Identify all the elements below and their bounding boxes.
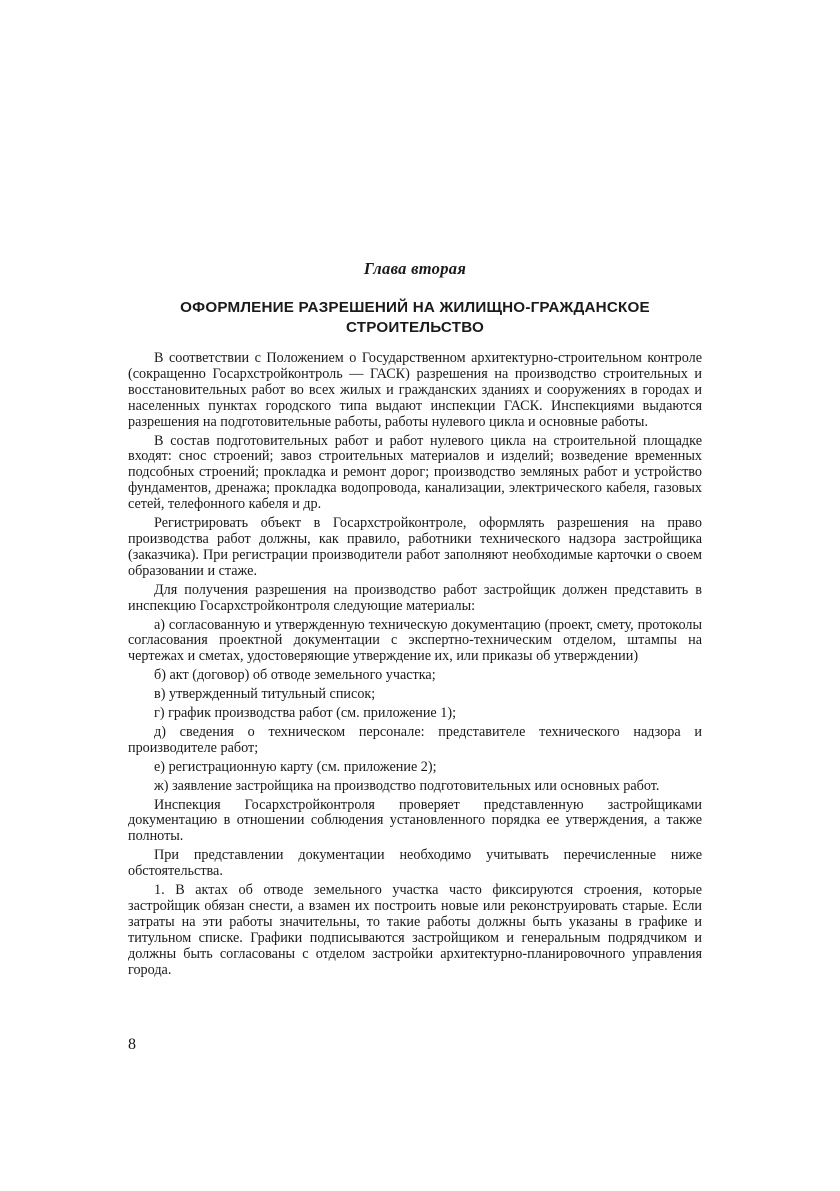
paragraph: В соответствии с Положением о Государственном архитектурно-строительном контроле (сокращенно Госархстройконтроль — ГАСК) разрешения на производство строительных и восстановительных работ во всех жилых и гражданских зданиях и сооружениях в городах и населенных пунктах городского типа выдают инспекции ГАСК. Инспекциями выдаются разрешения на подготовительные работы, работы нулевого цикла и основные работы. [128,350,702,430]
list-item: б) акт (договор) об отводе земельного участка; [154,667,436,684]
page-number: 8 [128,1036,136,1053]
body-text [128,351,702,982]
list-item: д) сведения о техническом персонале: представителе технического надзора и производителе работ; [128,723,702,756]
section-title-line-2: СТРОИТЕЛЬСТВО [346,319,484,336]
paragraph: 1. В актах об отводе земельного участка часто фиксируются строения, которые застройщик обязан снести, а взамен их построить новые или реконструировать старые. Если затраты на эти работы значительны, то такие работы должны быть указаны в графике и титульном списке. Графики подписываются застройщиком и генеральным подрядчиком и должны быть согласованы с отделом застройки архитектурно-планировочного управления города. [128,882,702,978]
paragraph: Для получения разрешения на производство работ застройщик должен представить в инспекцию Госархстройконтроля следующие материалы: [128,581,702,614]
paragraph: Регистрировать объект в Госархстройконтроле, оформлять разрешения на право производства работ должны, как правило, работники технического надзора застройщика (заказчика). При регистрации производители работ заполняют необходимые карточки о своем образовании и стаже. [128,515,702,579]
list-item: а) согласованную и утвержденную техническую документацию (проект, смету, протоколы согласования проектной документации с экспертно-техническим отделом, штампы на чертежах и сметах, удостоверяющие утверждение их, или приказы об утверждении) [128,616,702,665]
list-item: ж) заявление застройщика на производство подготовительных или основных работ. [154,777,660,794]
section-title-line-1: ОФОРМЛЕНИЕ РАЗРЕШЕНИЙ НА ЖИЛИЩНО-ГРАЖДАНСКОЕ [180,299,650,316]
list-item: в) утвержденный титульный список; [154,686,376,703]
section-title [128,298,702,338]
list-item: г) график производства работ (см. приложение 1); [154,705,457,722]
paragraph: Инспекция Госархстройконтроля проверяет представленную застройщиками документацию в отношении соблюдения установленного порядка ее утверждения, а также полноты. [128,796,702,845]
list-item: е) регистрационную карту (см. приложение 2); [154,758,437,775]
paragraph: В состав подготовительных работ и работ нулевого цикла на строительной площадке входят: снос строений; завоз строительных материалов и изделий; возведение временных подсобных строений; прокладка и ремонт дорог; производство земляных работ и устройство фундаментов, дренажа; прокладка водопровода, канализации, электрического кабеля, газовых сетей, телефонного кабеля и др. [128,432,702,513]
paragraph: При представлении документации необходимо учитывать перечисленные ниже обстоятельства. [128,847,702,880]
chapter-heading: Глава вторая [363,259,467,278]
